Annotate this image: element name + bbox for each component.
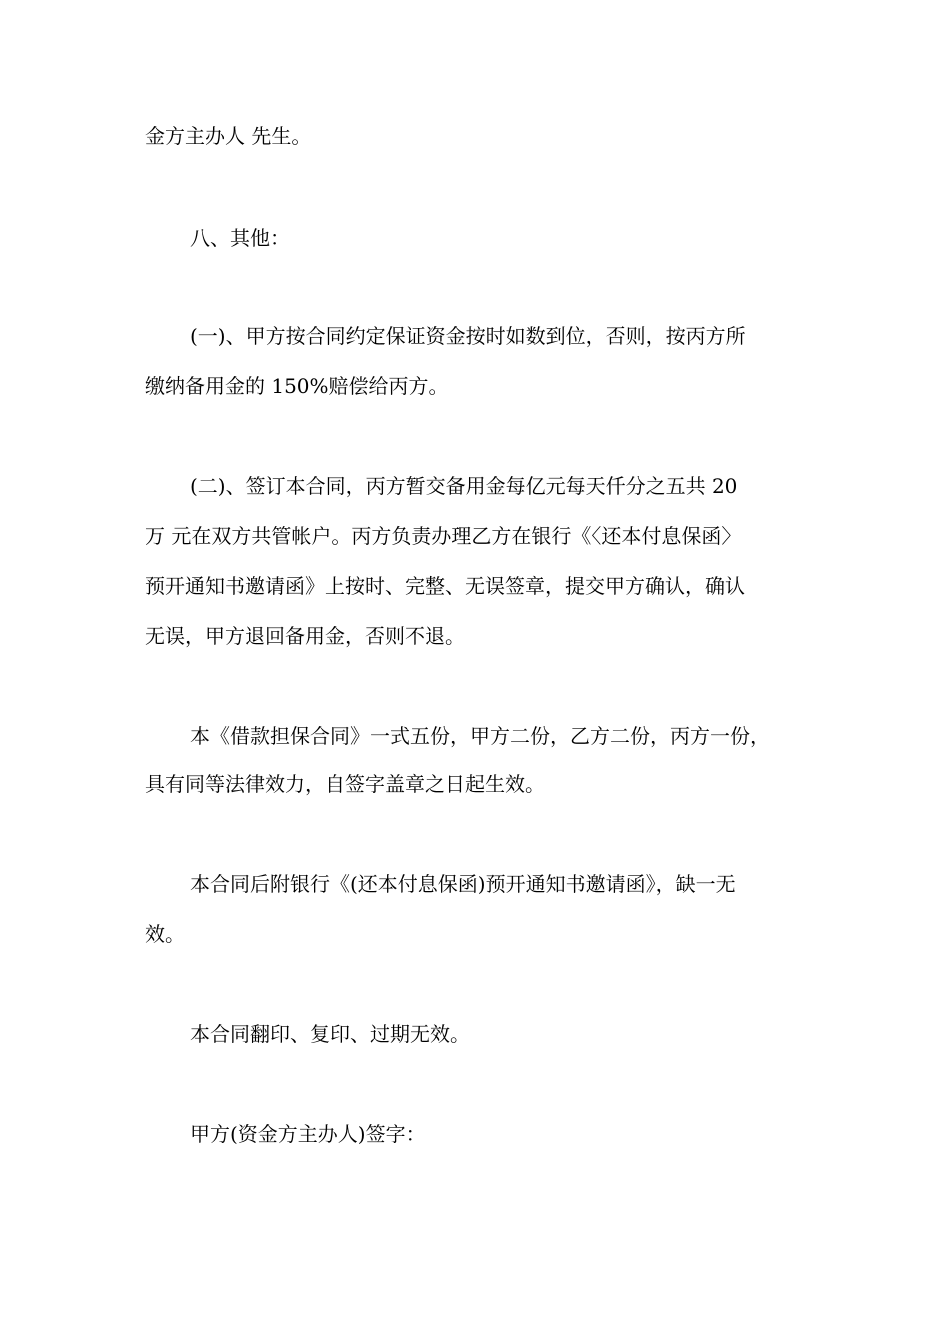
clause-1-line-1: (一)、甲方按合同约定保证资金按时如数到位，否则，按丙方所 [190, 324, 746, 348]
clause-2-line-1: (二)、签订本合同，丙方暂交备用金每亿元每天仟分之五共 20 [190, 474, 738, 498]
clause-2-line-2: 万 元在双方共管帐户。丙方负责办理乙方在银行《〈还本付息保函〉 [145, 524, 742, 548]
attachment-paragraph-line-2: 效。 [145, 922, 185, 946]
clause-2-line-4: 无误，甲方退回备用金，否则不退。 [145, 624, 465, 648]
attachment-paragraph-line-1: 本合同后附银行《(还本付息保函)预开通知书邀请函》，缺一无 [190, 872, 736, 896]
copies-paragraph-line-1: 本《借款担保合同》一式五份，甲方二份，乙方二份，丙方一份， [190, 724, 770, 748]
clause-2-line-3: 预开通知书邀请函》上按时、完整、无误签章，提交甲方确认，确认 [145, 574, 745, 598]
invalid-copy-statement: 本合同翻印、复印、过期无效。 [190, 1022, 470, 1046]
party-a-signature-label: 甲方(资金方主办人)签字： [190, 1122, 426, 1146]
section-heading-other: 八、其他： [190, 226, 290, 250]
copies-paragraph-line-2: 具有同等法律效力，自签字盖章之日起生效。 [145, 772, 545, 796]
text-line-continuation: 金方主办人 先生。 [145, 124, 312, 148]
clause-1-line-2: 缴纳备用金的 150%赔偿给丙方。 [145, 374, 449, 398]
